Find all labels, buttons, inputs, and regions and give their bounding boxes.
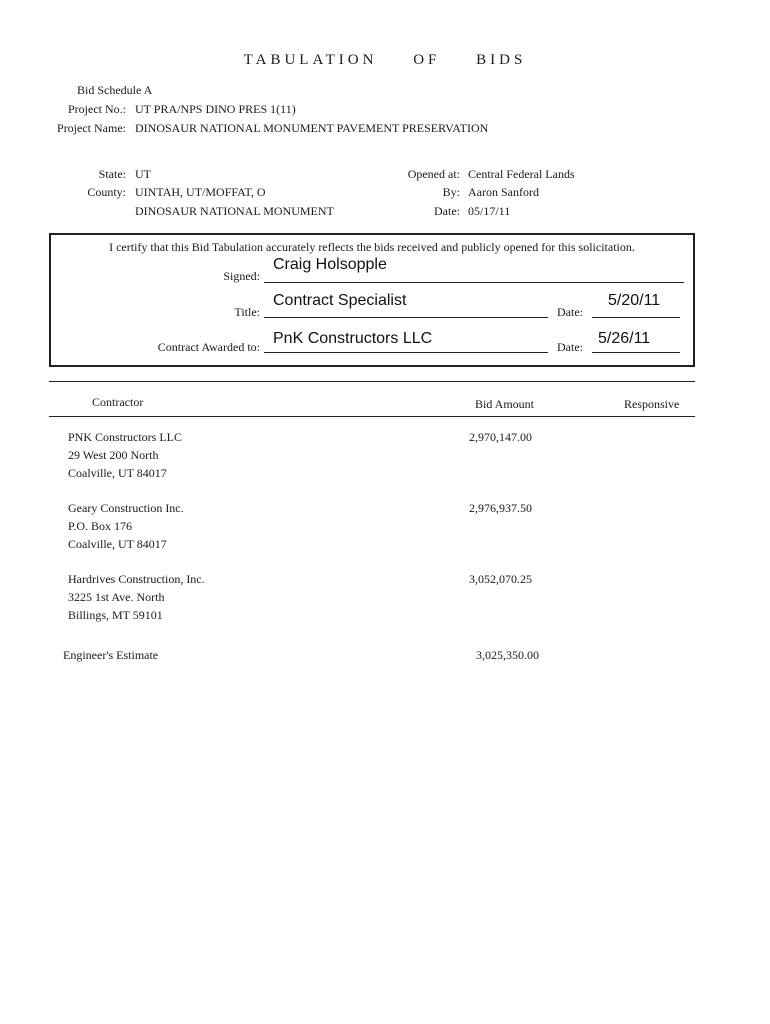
certification-statement: I certify that this Bid Tabulation accurately reflects the bids received and publicly opened for this solicitation. (109, 240, 635, 254)
signed-value: Craig Holsopple (273, 256, 387, 273)
title-word: TABULATION (243, 52, 378, 68)
opened-by-label: By: (442, 185, 460, 199)
table-header-rule (49, 416, 695, 417)
bid-amount: 2,970,147.00 (469, 430, 532, 444)
signed-label: Signed: (223, 269, 260, 283)
contractor-name: Geary Construction Inc. (68, 501, 184, 515)
table-top-rule (49, 381, 695, 382)
opened-at-value: Central Federal Lands (468, 167, 575, 181)
bid-amount-header: Bid Amount (475, 397, 535, 411)
county-value: UINTAH, UT/MOFFAT, O (135, 185, 266, 199)
project-no-value: UT PRA/NPS DINO PRES 1(11) (135, 102, 296, 116)
contractor-city: Billings, MT 59101 (68, 608, 163, 622)
contractor-header: Contractor (92, 395, 144, 409)
contractor-name: Hardrives Construction, Inc. (68, 572, 205, 586)
contractor-city: Coalville, UT 84017 (68, 466, 167, 480)
project-name-label: Project Name: (57, 121, 126, 135)
contractor-city: Coalville, UT 84017 (68, 537, 167, 551)
bid-amount: 3,052,070.25 (469, 572, 532, 586)
awarded-line (264, 352, 548, 353)
location-value: DINOSAUR NATIONAL MONUMENT (135, 204, 334, 218)
project-no-label: Project No.: (68, 102, 126, 116)
awarded-value: PnK Constructors LLC (273, 330, 433, 347)
opened-at-label: Opened at: (407, 167, 460, 181)
title-value: Contract Specialist (273, 292, 407, 309)
awarded-date-value: 5/26/11 (598, 330, 651, 347)
bid-schedule: Bid Schedule A (77, 83, 153, 97)
bid-amount: 2,976,937.50 (469, 501, 532, 515)
estimate-amount: 3,025,350.00 (476, 648, 539, 662)
title-word: OF (413, 52, 441, 68)
responsive-header: Responsive (624, 397, 680, 411)
title-label: Title: (234, 305, 260, 319)
signed-line (264, 282, 684, 283)
title-date-value: 5/20/11 (608, 292, 661, 309)
opened-date-label: Date: (434, 204, 460, 218)
awarded-date-label: Date: (557, 340, 583, 354)
contractor-address: P.O. Box 176 (68, 519, 133, 533)
title-date-label: Date: (557, 305, 583, 319)
county-label: County: (87, 185, 126, 199)
opened-date-value: 05/17/11 (468, 204, 511, 218)
contractor-name: PNK Constructors LLC (68, 430, 182, 444)
opened-by-value: Aaron Sanford (468, 185, 539, 199)
contractor-address: 3225 1st Ave. North (68, 590, 165, 604)
state-value: UT (135, 167, 151, 181)
title-date-line (592, 317, 680, 318)
title-word: BIDS (476, 52, 527, 68)
state-label: State: (98, 167, 126, 181)
project-name-value: DINOSAUR NATIONAL MONUMENT PAVEMENT PRESERVATION (135, 121, 489, 135)
awarded-date-line (592, 352, 680, 353)
contractor-address: 29 West 200 North (68, 448, 159, 462)
estimate-label: Engineer's Estimate (63, 648, 159, 662)
title-line (264, 317, 548, 318)
awarded-label: Contract Awarded to: (157, 340, 260, 354)
document-title (0, 52, 770, 69)
